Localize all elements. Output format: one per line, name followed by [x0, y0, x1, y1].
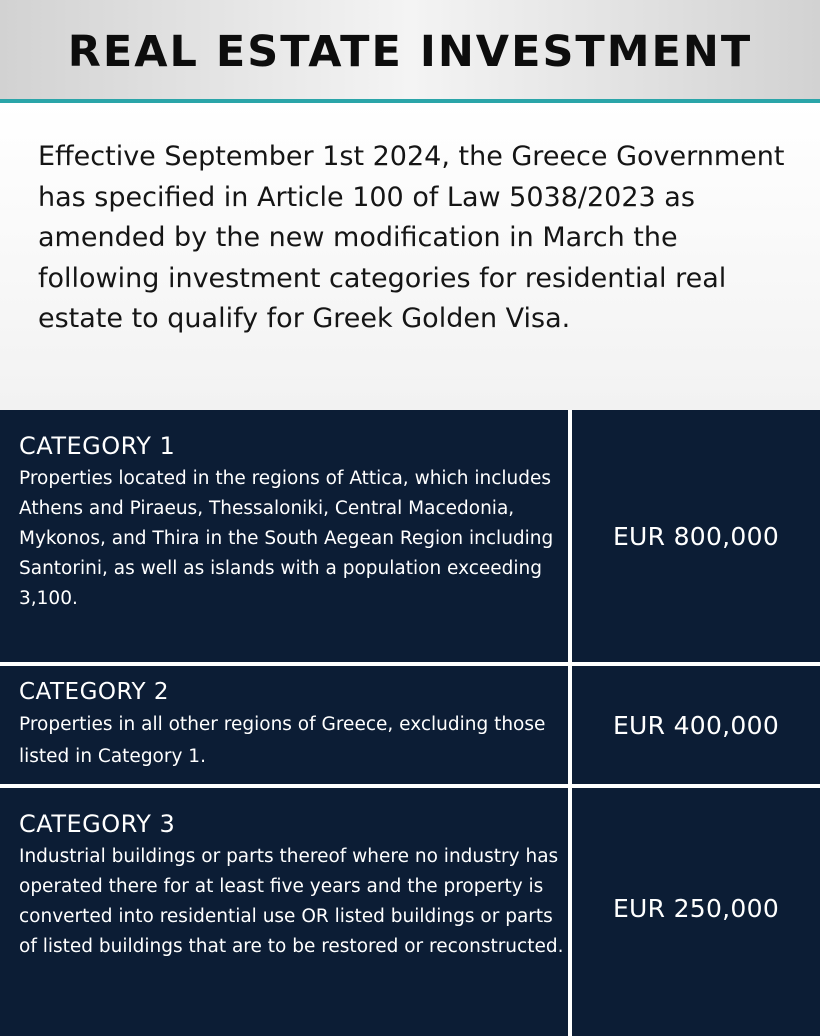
intro-paragraph: Effective September 1st 2024, the Greece Government has specified in Article 100 of Law 5038/2023 as amended by the new modification in March the following investment categories for residential real estate to qualify for Greek Golden Visa.	[38, 141, 785, 334]
category-1-description-cell	[0, 410, 568, 662]
category-3-title: CATEGORY 3	[19, 810, 176, 838]
category-2-price: EUR 400,000	[572, 666, 820, 784]
page-title: REAL ESTATE INVESTMENT	[67, 27, 753, 77]
category-2-description-cell	[0, 666, 568, 784]
category-3-description-cell	[0, 788, 568, 1036]
intro-section	[0, 103, 820, 410]
category-row-3	[0, 788, 820, 1036]
category-3-price: EUR 250,000	[572, 788, 820, 1036]
category-2-description: Properties in all other regions of Greece, excluding those listed in Category 1.	[19, 713, 546, 767]
category-1-description: Properties located in the regions of Attica, which includes Athens and Piraeus, Thessaloniki, Central Macedonia, Mykonos, and Thira in the South Aegean Region including Santorini, as well as islands with a population exceeding 3,100.	[19, 468, 554, 609]
category-2-title: CATEGORY 2	[19, 678, 170, 705]
category-1-price: EUR 800,000	[572, 410, 820, 662]
category-row-2	[0, 666, 820, 784]
category-row-1	[0, 410, 820, 662]
category-1-title: CATEGORY 1	[19, 432, 176, 460]
page-header	[0, 0, 820, 100]
category-3-description: Industrial buildings or parts thereof where no industry has operated there for at least five years and the property is converted into residential use OR listed buildings or parts of listed buildings that are to be restored or reconstructed.	[19, 846, 564, 957]
